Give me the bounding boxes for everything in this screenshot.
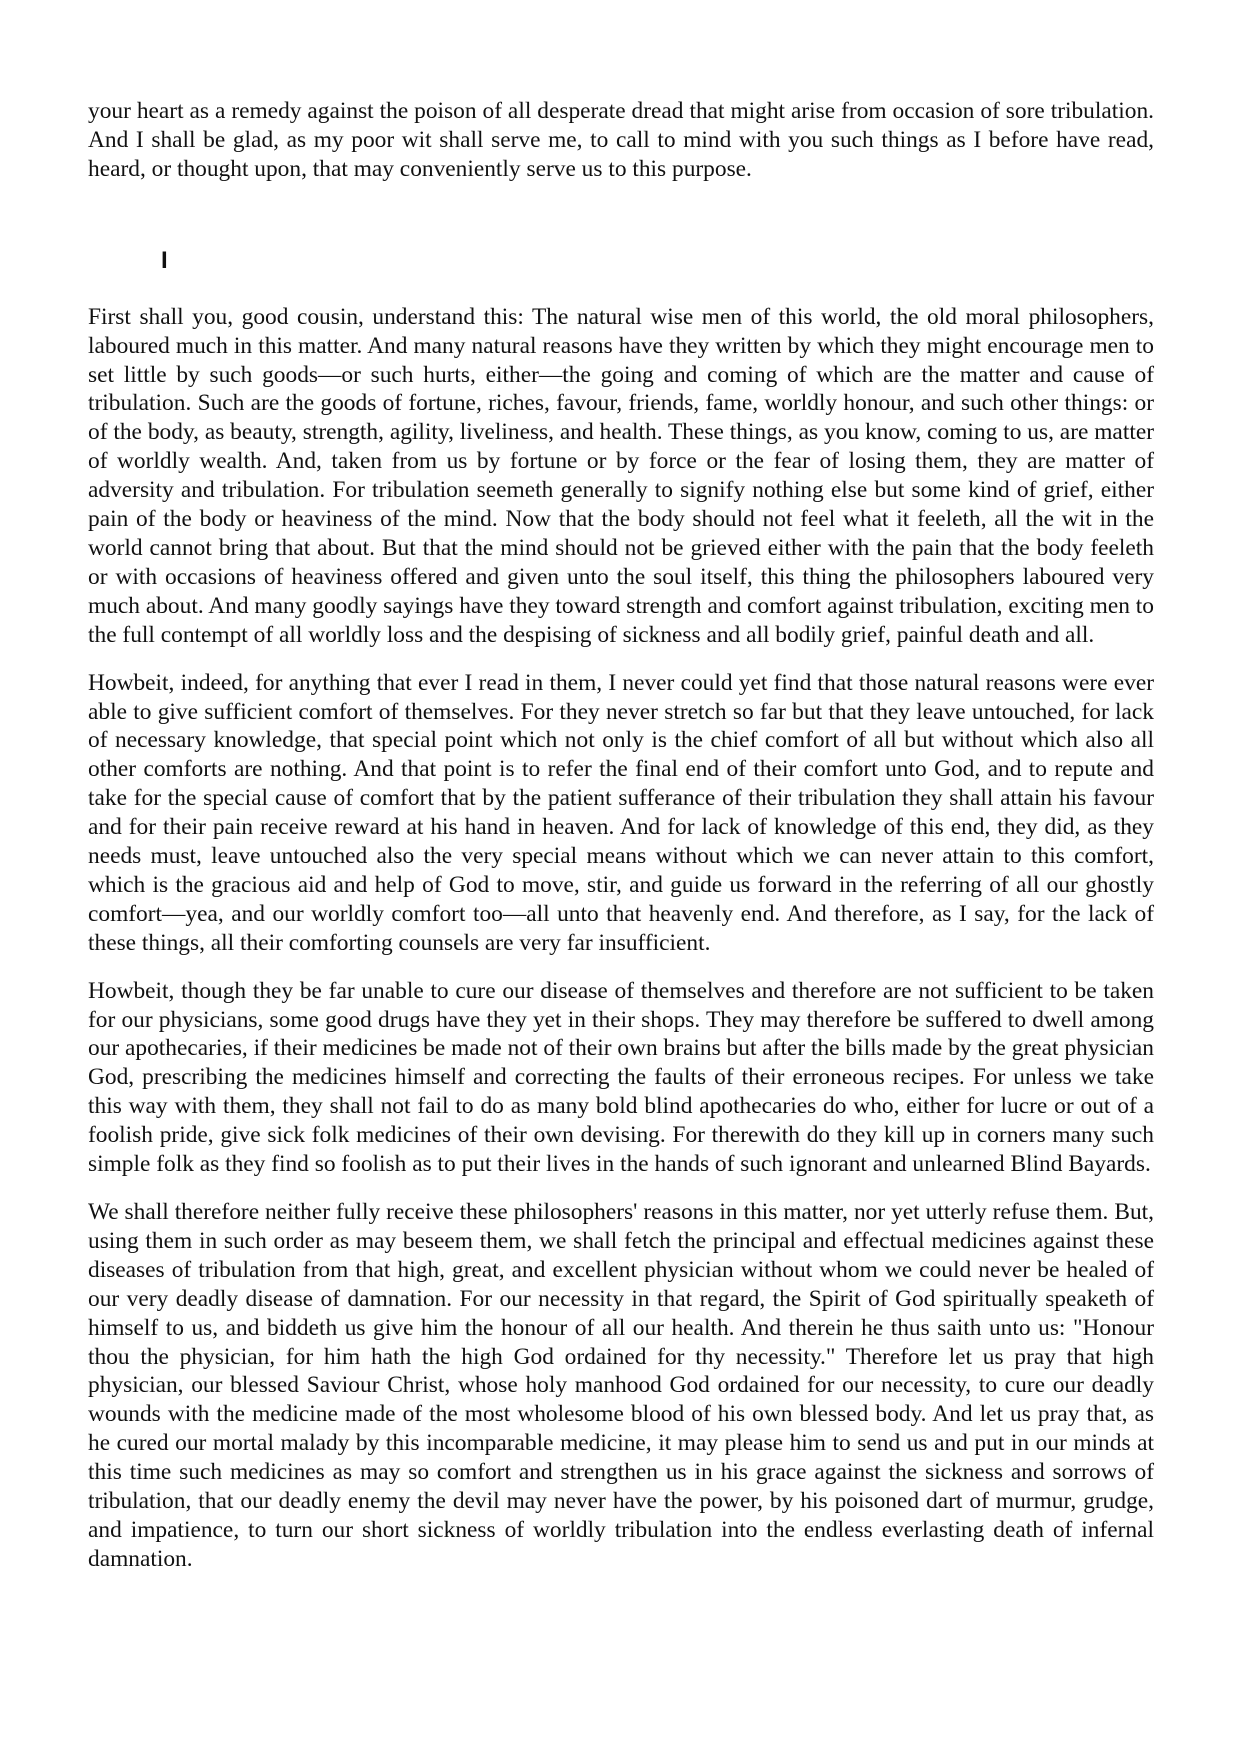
body-paragraph: We shall therefore neither fully receive these philosophers' reasons in this matter, nor yet utterly refuse them. But, using them in such order as may beseem them, we shall fetch the principal and effectual medicines against these diseases of tribulation from that high, great, and excellent physician without whom we could never be healed of our very deadly disease of damnation. For our necessity in that regard, the Spirit of God spiritually speaketh of himself to us, and biddeth us give him the honour of all our health. And therein he thus saith unto us: "Honour thou the physician, for him hath the high God ordained for thy necessity." Therefore let us pray that high physician, our blessed Saviour Christ, whose holy manhood God ordained for our necessity, to cure our deadly wounds with the medicine made of the most wholesome blood of his own blessed body. And let us pray that, as he cured our mortal malady by this incomparable medicine, it may please him to send us and put in our minds at this time such medicines as may so comfort and strengthen us in his grace against the sickness and sorrows of tribulation, that our deadly enemy the devil may never have the power, by his poisoned dart of murmur, grudge, and impatience, to turn our short sickness of worldly tribulation into the endless everlasting death of infernal damnation.	[88, 1199, 1154, 1572]
section-heading: I	[161, 246, 168, 274]
opening-paragraph: your heart as a remedy against the poison of all desperate dread that might arise from occasion of sore tribulation. And I shall be glad, as my poor wit shall serve me, to call to mind with you such things as I before have read, heard, or thought upon, that may conveniently serve us to this purpose.	[88, 98, 1154, 182]
document-page	[88, 97, 1154, 1574]
body-paragraph: Howbeit, though they be far unable to cure our disease of themselves and therefore are not sufficient to be taken for our physicians, some good drugs have they yet in their shops. They may therefore be suffered to dwell among our apothecaries, if their medicines be made not of their own brains but after the bills made by the great physician God, prescribing the medicines himself and correcting the faults of their erroneous recipes. For unless we take this way with them, they shall not fail to do as many bold blind apothecaries do who, either for lucre or out of a foolish pride, give sick folk medicines of their own devising. For therewith do they kill up in corners many such simple folk as they find so foolish as to put their lives in the hands of such ignorant and unlearned Blind Bayards.	[88, 977, 1154, 1178]
body-paragraph: Howbeit, indeed, for anything that ever I read in them, I never could yet find that those natural reasons were ever able to give sufficient comfort of themselves. For they never stretch so far but that they leave untouched, for lack of necessary knowledge, that special point which not only is the chief comfort of all but without which also all other comforts are nothing. And that point is to refer the final end of their comfort unto God, and to repute and take for the special cause of comfort that by the patient sufferance of their tribulation they shall attain his favour and for their pain receive reward at his hand in heaven. And for lack of knowledge of this end, they did, as they needs must, leave untouched also the very special means without which we can never attain to this comfort, which is the gracious aid and help of God to move, stir, and guide us forward in the referring of all our ghostly comfort—yea, and our worldly comfort too—all unto that heavenly end. And therefore, as I say, for the lack of these things, all their comforting counsels are very far insufficient.	[88, 669, 1154, 956]
body-paragraph: First shall you, good cousin, understand this: The natural wise men of this world, the old moral philosophers, laboured much in this matter. And many natural reasons have they written by which they might encourage men to set little by such goods—or such hurts, either—the going and coming of which are the matter and cause of tribulation. Such are the goods of fortune, riches, favour, friends, fame, worldly honour, and such other things: or of the body, as beauty, strength, agility, liveliness, and health. These things, as you know, coming to us, are matter of worldly wealth. And, taken from us by fortune or by force or the fear of losing them, they are matter of adversity and tribulation. For tribulation seemeth generally to signify nothing else but some kind of grief, either pain of the body or heaviness of the mind. Now that the body should not feel what it feeleth, all the wit in the world cannot bring that about. But that the mind should not be grieved either with the pain that the body feeleth or with occasions of heaviness offered and given unto the soul itself, this thing the philosophers laboured very much about. And many goodly sayings have they toward strength and comfort against tribulation, exciting men to the full contempt of all worldly loss and the despising of sickness and all bodily grief, painful death and all.	[88, 303, 1154, 648]
